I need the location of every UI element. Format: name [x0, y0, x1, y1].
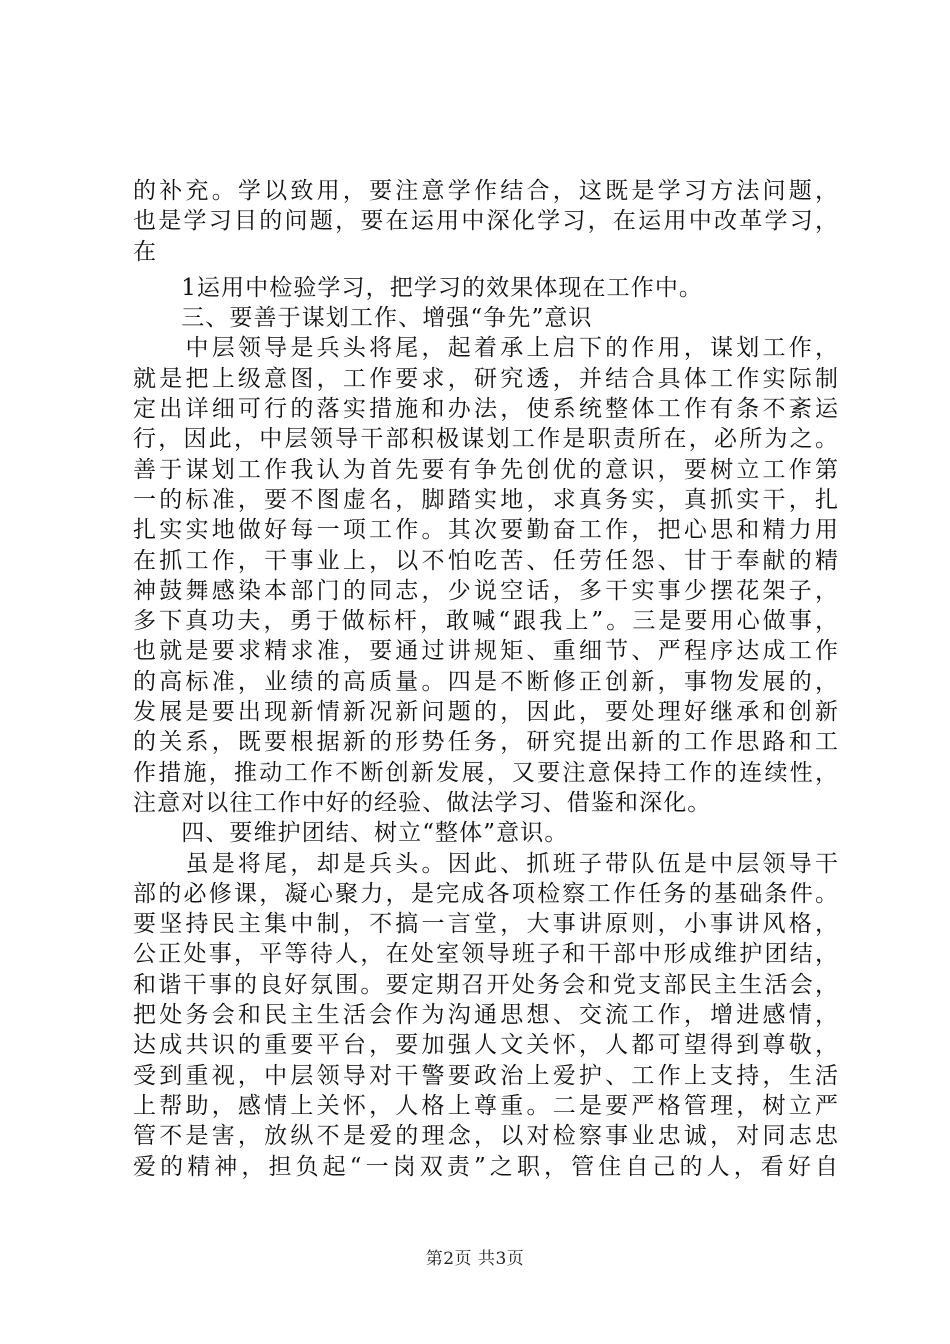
text-line: 在	[133, 238, 158, 265]
text-line: 公正处事，平等待人，在处室领导班子和干部中形成维护团结，	[133, 941, 838, 968]
text-line: 一的标准，要不图虚名，脚踏实地，求真务实，真抓实干，扎	[133, 486, 838, 513]
text-line: 的关系，既要根据新的形势任务，研究提出新的工作思路和工	[133, 729, 838, 756]
text-line: 在抓工作，干事业上，以不怕吃苦、任劳任怨、甘于奉献的精	[133, 547, 838, 574]
text-line: 1运用中检验学习，把学习的效果体现在工作中。	[133, 274, 704, 301]
text-line: 受到重视，中层领导对干警要政治上爱护、工作上支持，生活	[133, 1062, 838, 1089]
text-line: 也就是要求精求准，要通过讲规矩、重细节、严程序达成工作	[133, 638, 838, 665]
text-line: 四、要维护团结、树立“整体”意识。	[133, 820, 569, 847]
text-line: 善于谋划工作我认为首先要有争先创优的意识，要树立工作第	[133, 456, 838, 483]
text-line: 三、要善于谋划工作、增强“争先”意识	[133, 305, 593, 332]
text-line: 把处务会和民主生活会作为沟通思想、交流工作，增进感情，	[133, 1002, 838, 1029]
text-line: 的高标准，业绩的高质量。四是不断修正创新，事物发展的，	[133, 668, 838, 695]
text-line: 中层领导是兵头将尾，起着承上启下的作用，谋划工作，	[133, 335, 838, 362]
text-line: 作措施，推动工作不断创新发展，又要注意保持工作的连续性，	[133, 759, 838, 786]
text-line: 发展是要出现新情新况新问题的，因此，要处理好继承和创新	[133, 699, 838, 726]
text-line: 的补充。学以致用，要注意学作结合，这既是学习方法问题，	[133, 178, 838, 204]
text-line: 部的必修课，凝心聚力，是完成各项检察工作任务的基础条件。	[133, 880, 838, 907]
text-line: 也是学习目的问题，要在运用中深化学习，在运用中改革学习，	[133, 208, 838, 235]
text-line: 就是把上级意图，工作要求，研究透，并结合具体工作实际制	[133, 365, 838, 392]
text-line: 定出详细可行的落实措施和办法，使系统整体工作有条不紊运	[133, 396, 838, 423]
text-line: 行，因此，中层领导干部积极谋划工作是职责所在，必所为之。	[133, 426, 838, 453]
text-line: 神鼓舞感染本部门的同志，少说空话，多干实事少摆花架子，	[133, 577, 838, 604]
text-line: 上帮助，感情上关怀，人格上尊重。二是要严格管理，树立严	[133, 1092, 838, 1119]
text-line: 注意对以往工作中好的经验、做法学习、借鉴和深化。	[133, 789, 712, 816]
text-line: 要坚持民主集中制，不搞一言堂，大事讲原则，小事讲风格，	[133, 911, 838, 938]
text-line: 虽是将尾，却是兵头。因此、抓班子带队伍是中层领导干	[133, 850, 838, 877]
text-line: 和谐干事的良好氛围。要定期召开处务会和党支部民主生活会，	[133, 971, 838, 998]
text-line: 管不是害，放纵不是爱的理念，以对检察事业忠诚，对同志忠	[133, 1123, 838, 1150]
text-line: 扎实实地做好每一项工作。其次要勤奋工作，把心思和精力用	[133, 517, 838, 544]
page-footer: 第2页 共3页	[425, 1249, 525, 1269]
text-line: 爱的精神，担负起“一岗双责”之职，管住自己的人，看好自	[133, 1153, 838, 1180]
document-body	[133, 176, 838, 1182]
text-line: 达成共识的重要平台，要加强人文关怀，人都可望得到尊敬，	[133, 1032, 838, 1059]
text-line: 多下真功夫，勇于做标杆，敢喊“跟我上”。三是要用心做事，	[133, 608, 838, 635]
